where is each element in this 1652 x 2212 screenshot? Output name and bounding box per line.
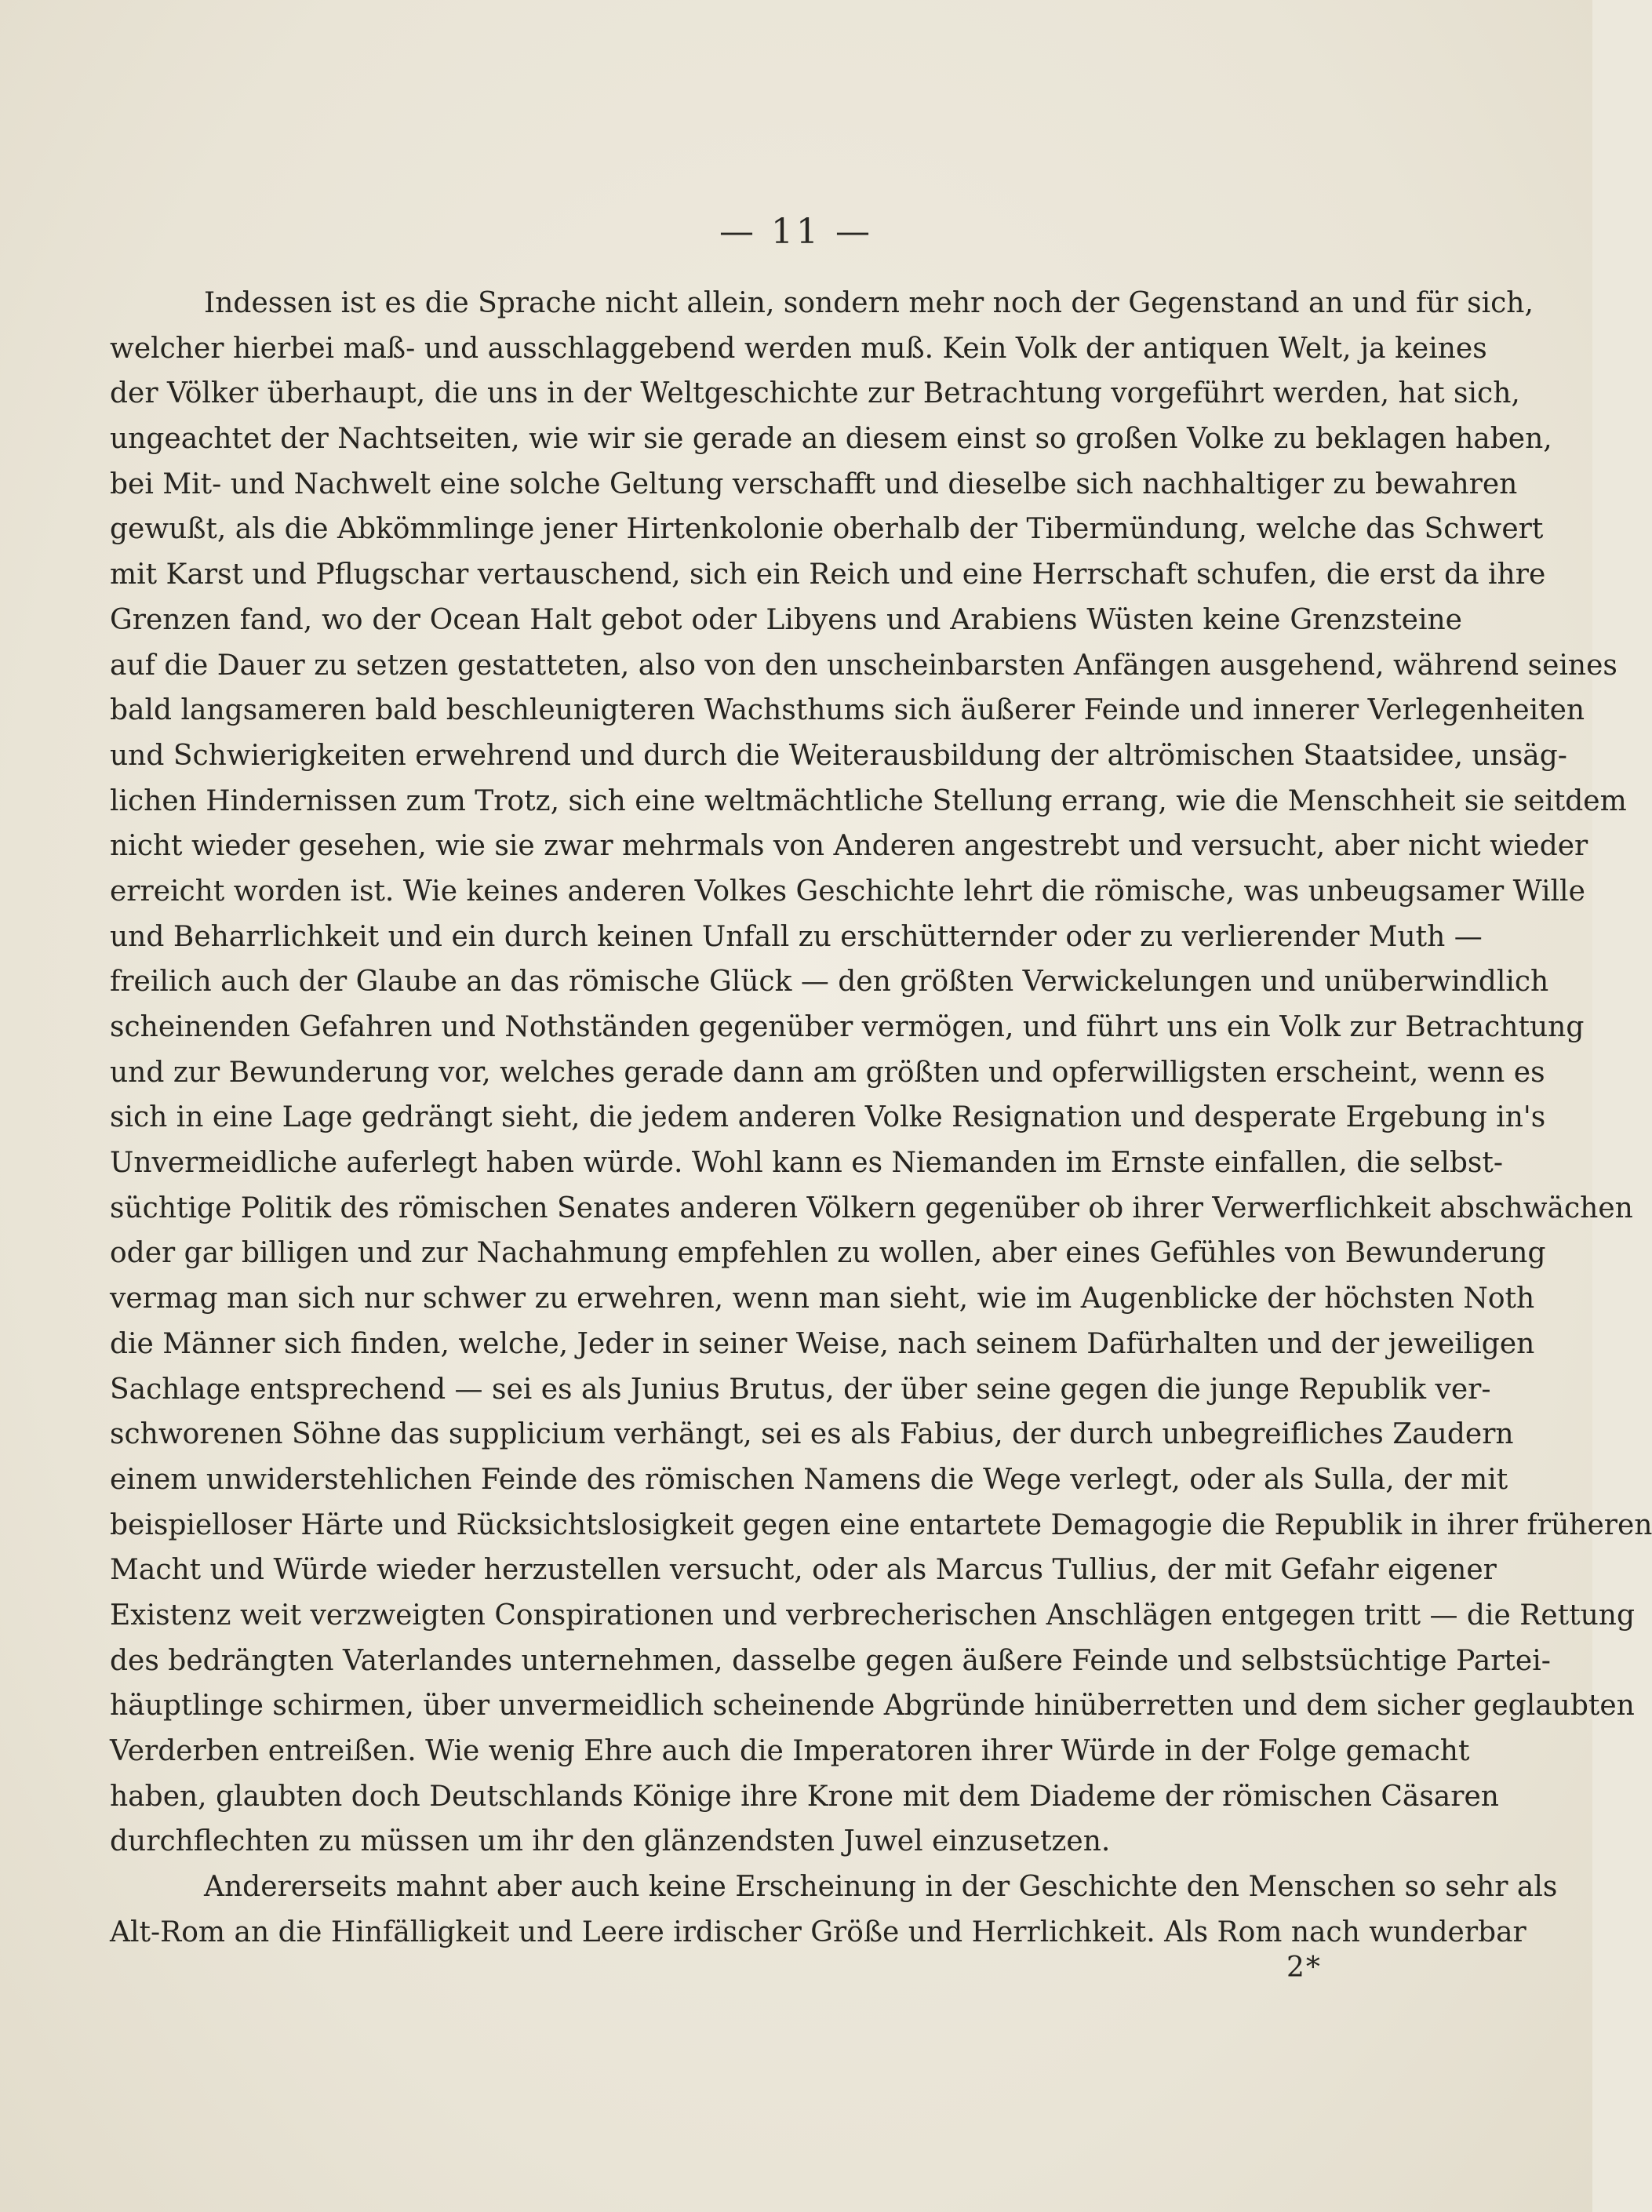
text-line: Grenzen fand, wo der Ocean Halt gebot oder Libyens und Arabiens Wüsten keine Grenzsteine bbox=[110, 603, 1462, 636]
text-line: und Schwierigkeiten erwehrend und durch die Weiterausbildung der altrömischen Staatsidee, unsäg- bbox=[110, 739, 1567, 772]
text-line: schworenen Söhne das supplicium verhängt, sei es als Fabius, der durch unbegreifliches Zaudern bbox=[110, 1418, 1514, 1451]
text-line: Macht und Würde wieder herzustellen versucht, oder als Marcus Tullius, der mit Gefahr eigener bbox=[110, 1554, 1497, 1587]
text-line: sich in eine Lage gedrängt sieht, die jedem anderen Volke Resignation und desperate Ergebung in's bbox=[110, 1101, 1546, 1134]
text-line: haben, glaubten doch Deutschlands Könige ihre Krone mit dem Diademe der römischen Cäsaren bbox=[110, 1780, 1499, 1813]
text-line: nicht wieder gesehen, wie sie zwar mehrmals von Anderen angestrebt und versucht, aber nicht wieder bbox=[110, 830, 1588, 863]
text-line: der Völker überhaupt, die uns in der Weltgeschichte zur Betrachtung vorgeführt werden, hat sich, bbox=[110, 377, 1520, 410]
page-number: — 11 — bbox=[719, 212, 873, 252]
text-line: Sachlage entsprechend — sei es als Junius Brutus, der über seine gegen die junge Republik ver- bbox=[110, 1373, 1491, 1406]
text-line: einem unwiderstehlichen Feinde des römischen Namens die Wege verlegt, oder als Sulla, der mit bbox=[110, 1463, 1508, 1496]
text-line: auf die Dauer zu setzen gestatteten, also von den unscheinbarsten Anfängen ausgehend, während seines bbox=[110, 649, 1617, 682]
body-text bbox=[110, 281, 1652, 1955]
text-line: des bedrängten Vaterlandes unternehmen, dasselbe gegen äußere Feinde und selbstsüchtige Partei- bbox=[110, 1644, 1551, 1677]
text-line: beispielloser Härte und Rücksichtslosigkeit gegen eine entartete Demagogie die Republik in ihrer früheren bbox=[110, 1508, 1652, 1541]
text-line: gewußt, als die Abkömmlinge jener Hirtenkolonie oberhalb der Tibermündung, welche das Schwert bbox=[110, 513, 1544, 546]
text-line: scheinenden Gefahren und Nothständen gegenüber vermögen, und führt uns ein Volk zur Betrachtung bbox=[110, 1011, 1585, 1043]
signature-mark: 2* bbox=[1286, 1952, 1322, 1984]
text-line: Alt-Rom an die Hinfälligkeit und Leere irdischer Größe und Herrlichkeit. Als Rom nach wunderbar bbox=[110, 1915, 1526, 1948]
text-line: süchtige Politik des römischen Senates anderen Völkern gegenüber ob ihrer Verwerflichkeit abschwächen bbox=[110, 1191, 1633, 1224]
text-line: erreicht worden ist. Wie keines anderen Volkes Geschichte lehrt die römische, was unbeugsamer Wille bbox=[110, 875, 1585, 908]
text-line: Existenz weit verzweigten Conspirationen und verbrecherischen Anschlägen entgegen tritt — die Rettung bbox=[110, 1599, 1635, 1632]
text-line: vermag man sich nur schwer zu erwehren, wenn man sieht, wie im Augenblicke der höchsten Noth bbox=[110, 1282, 1535, 1315]
text-line: lichen Hindernissen zum Trotz, sich eine weltmächtliche Stellung errang, wie die Menschheit sie seitdem bbox=[110, 784, 1627, 817]
text-line: mit Karst und Pflugschar vertauschend, sich ein Reich und eine Herrschaft schufen, die erst da ihre bbox=[110, 558, 1546, 591]
text-line: freilich auch der Glaube an das römische Glück — den größten Verwickelungen und unüberwindlich bbox=[110, 966, 1549, 999]
text-line: oder gar billigen und zur Nachahmung empfehlen zu wollen, aber eines Gefühles von Bewunderung bbox=[110, 1237, 1546, 1270]
text-line: häuptlinge schirmen, über unvermeidlich scheinende Abgründe hinüberretten und dem sicher geglaubten bbox=[110, 1690, 1635, 1723]
text-line: Verderben entreißen. Wie wenig Ehre auch die Imperatoren ihrer Würde in der Folge gemacht bbox=[110, 1735, 1470, 1767]
text-line: welcher hierbei maß- und ausschlaggebend werden muß. Kein Volk der antiquen Welt, ja keines bbox=[110, 332, 1487, 365]
text-line: und zur Bewunderung vor, welches gerade dann am größten und opferwilligsten erscheint, wenn es bbox=[110, 1056, 1545, 1089]
text-line: die Männer sich finden, welche, Jeder in seiner Weise, nach seinem Dafürhalten und der jeweiligen bbox=[110, 1327, 1535, 1360]
text-line: Andererseits mahnt aber auch keine Erscheinung in der Geschichte den Menschen so sehr als bbox=[204, 1871, 1558, 1904]
text-line: durchflechten zu müssen um ihr den glänzendsten Juwel einzusetzen. bbox=[110, 1825, 1111, 1858]
text-line: ungeachtet der Nachtseiten, wie wir sie gerade an diesem einst so großen Volke zu beklagen haben, bbox=[110, 423, 1552, 456]
text-line: und Beharrlichkeit und ein durch keinen Unfall zu erschütternder oder zu verlierender Muth — bbox=[110, 920, 1483, 953]
text-line: Unvermeidliche auferlegt haben würde. Wohl kann es Niemanden im Ernste einfallen, die selbst- bbox=[110, 1147, 1504, 1180]
text-line: Indessen ist es die Sprache nicht allein, sondern mehr noch der Gegenstand an und für sich, bbox=[204, 287, 1534, 319]
text-line: bei Mit- und Nachwelt eine solche Geltung verschafft und dieselbe sich nachhaltiger zu bewahren bbox=[110, 468, 1518, 500]
text-line: bald langsameren bald beschleunigteren Wachsthums sich äußerer Feinde und innerer Verlegenheiten bbox=[110, 694, 1585, 727]
